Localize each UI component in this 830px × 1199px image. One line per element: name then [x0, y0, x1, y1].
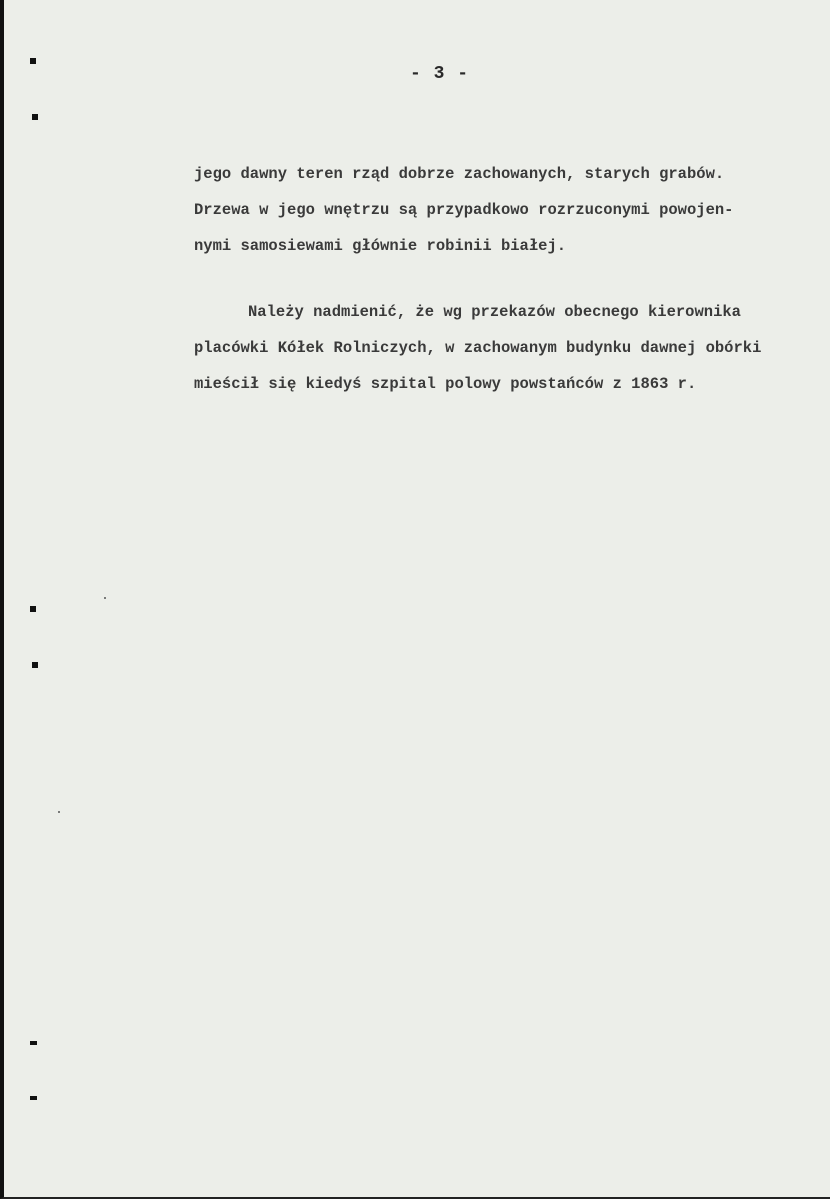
- punch-mark: [30, 58, 36, 64]
- paragraph-1: [194, 156, 830, 264]
- text-line: placówki Kółek Rolniczych, w zachowanym budynku dawnej obórki: [194, 339, 762, 357]
- punch-mark: [30, 1096, 37, 1100]
- text-line: mieścił się kiedyś szpital polowy powstańców z 1863 r.: [194, 375, 697, 393]
- text-line: Należy nadmienić, że wg przekazów obecnego kierownika: [248, 303, 741, 321]
- page-number: - 3 -: [410, 64, 470, 84]
- punch-mark: [32, 662, 38, 668]
- text-line: nymi samosiewami głównie robinii białej.: [194, 237, 567, 255]
- punch-mark: [32, 114, 38, 120]
- punch-mark: [30, 1041, 37, 1045]
- paper-speck: [58, 811, 60, 813]
- paper-speck: [104, 597, 106, 599]
- text-line: Drzewa w jego wnętrzu są przypadkowo rozrzuconymi powojen-: [194, 201, 734, 219]
- text-line: jego dawny teren rząd dobrze zachowanych, starych grabów.: [194, 165, 725, 183]
- punch-mark: [30, 606, 36, 612]
- paragraph-2: [194, 294, 830, 402]
